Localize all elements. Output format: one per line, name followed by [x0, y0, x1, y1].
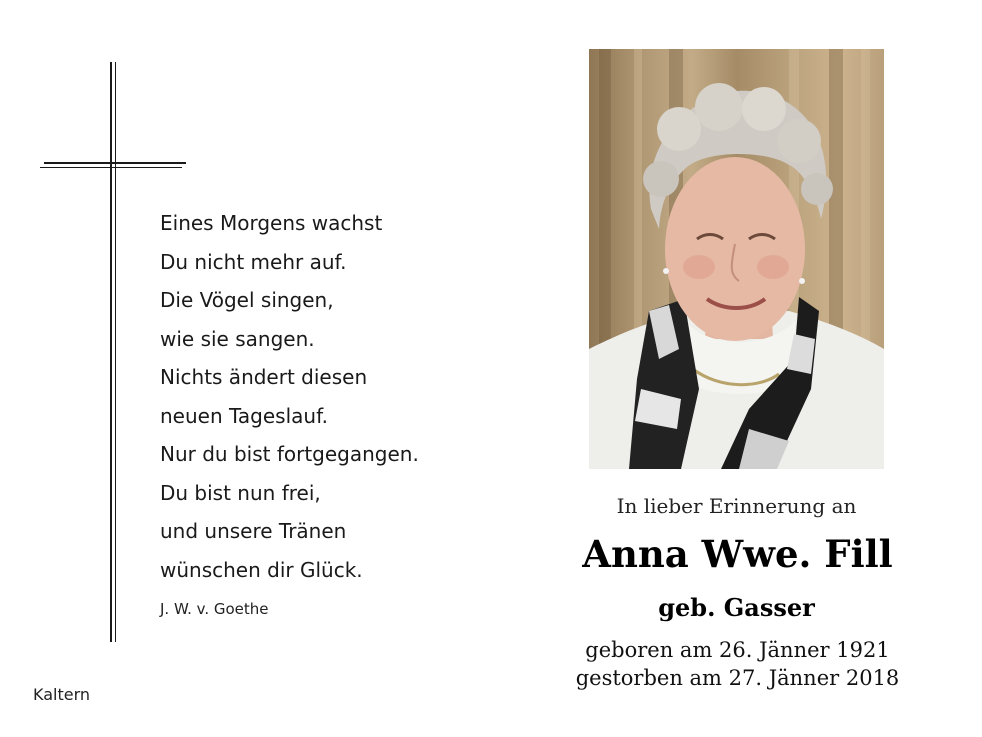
- cross-vertical-bar: [110, 62, 112, 642]
- poem-line: wünschen dir Glück.: [160, 557, 363, 582]
- deceased-name: Anna Wwe. Fill: [582, 532, 893, 576]
- memorial-intro: In lieber Erinnerung an: [616, 494, 857, 518]
- place-name: Kaltern: [33, 685, 91, 704]
- poem-line: Eines Morgens wachst: [160, 211, 383, 235]
- poem-author: J. W. v. Goethe: [160, 600, 269, 618]
- portrait-photo: [589, 49, 884, 469]
- poem-line: Die Vögel singen,: [160, 288, 334, 312]
- poem-line: Nichts ändert diesen: [160, 365, 368, 389]
- poem-line: wie sie sangen.: [160, 326, 315, 351]
- cross-horizontal-bar: [44, 162, 186, 164]
- portrait-illustration: [589, 49, 884, 469]
- birth-date: geboren am 26. Jänner 1921: [585, 638, 890, 662]
- maiden-name: geb. Gasser: [658, 593, 815, 622]
- cross-vertical-bar-thin: [115, 62, 116, 642]
- poem-line: Du bist nun frei,: [160, 480, 321, 505]
- poem-line: Nur du bist fortgegangen.: [160, 442, 419, 466]
- life-dates: [540, 636, 935, 692]
- poem-line: Du nicht mehr auf.: [160, 249, 347, 274]
- poem: [160, 204, 480, 589]
- death-date: gestorben am 27. Jänner 2018: [575, 666, 900, 690]
- poem-line: neuen Tageslauf.: [160, 403, 329, 428]
- poem-line: und unsere Tränen: [160, 519, 347, 543]
- cross-horizontal-bar-thin: [40, 167, 182, 168]
